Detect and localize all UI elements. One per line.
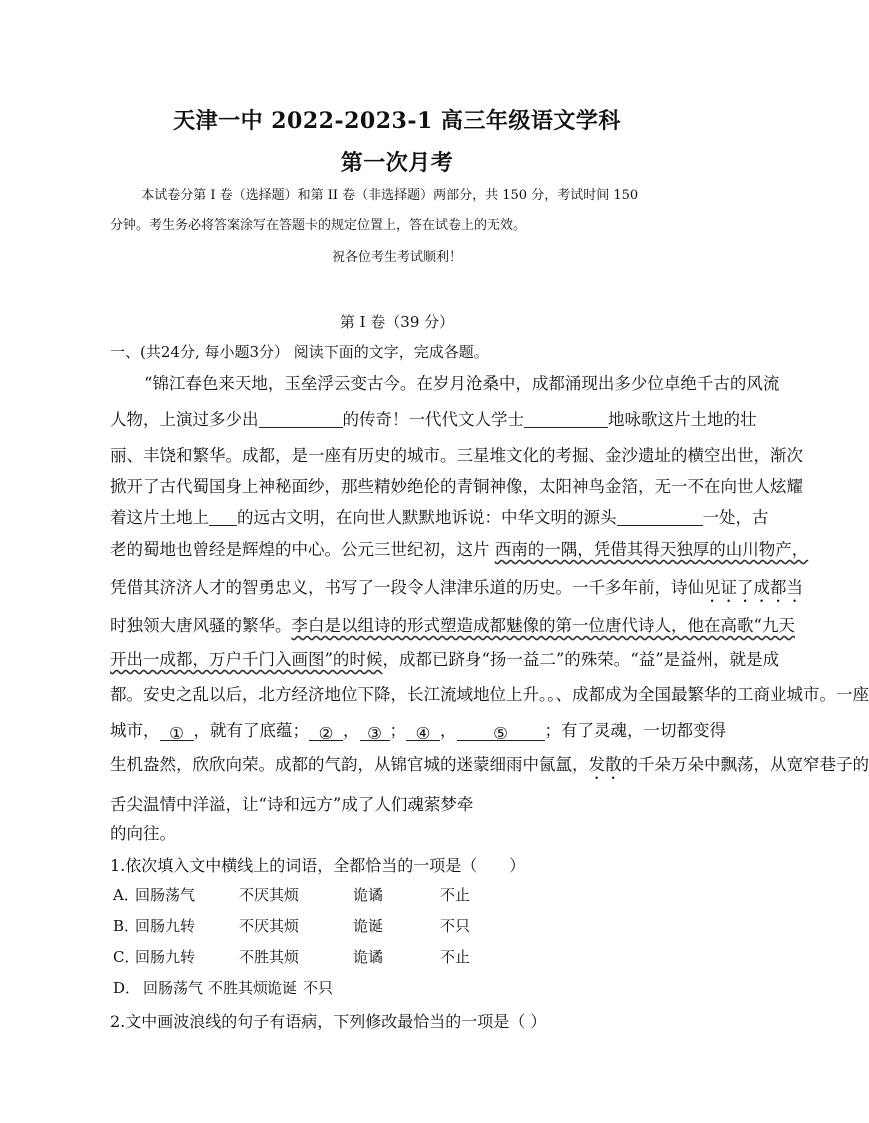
passage-text: 凭借其济济人才的智勇忠义，书写了一段令人津津乐道的历史。一千多年前，诗仙 [110, 578, 704, 597]
blank-sentence-4: ④ [406, 724, 440, 741]
passage-line: 都。安史之乱以后，北方经济地位下降，长江流域地位上升。。、成都成为全国最繁华的工商业城市。一座 [110, 685, 869, 704]
option-word: 不厌其烦 [239, 886, 300, 904]
passage-line: 丽、丰饶和繁华。成都，是一座有历史的城市。三星堆文化的考掘、金沙遗址的横空出世，渐次 [110, 446, 803, 465]
passage-text: 一处，古 [702, 508, 769, 527]
question-1: 1.依次填入文中横线上的词语，全都恰当的一项是（ ） [110, 856, 526, 875]
blank-2 [524, 411, 608, 428]
option-word: 不只 [440, 917, 471, 935]
option-word: 不只 [303, 979, 334, 997]
passage-line: 的向往。 [110, 824, 176, 843]
option-word: 不止 [440, 948, 471, 966]
passage-text: 地咏歌这片土地的壮 [608, 410, 757, 429]
passage-text: ，就有了底蕴； [193, 721, 309, 740]
blank-1 [259, 411, 343, 428]
passage-line [110, 406, 757, 430]
option-word: 不厌其烦 [239, 917, 300, 935]
option-word: 回肠九转 [135, 917, 196, 935]
passage-text: ； [389, 721, 406, 740]
option-word: 回肠九转 [135, 948, 196, 966]
passage-text: 时独领大唐风骚的繁华。 [110, 616, 292, 635]
option-word: 诡谲 [353, 948, 384, 966]
blank-sentence-1: ① [160, 724, 194, 741]
option-word: 回肠荡气 [135, 886, 196, 904]
option-word: 诡谲 [353, 886, 384, 904]
passage-text: 老的蜀地也曾经是辉煌的中心。公元三世纪初，这片 [110, 540, 490, 559]
good-luck-line: 祝各位考生考试顺利！ [331, 250, 462, 265]
option-letter: A． [113, 886, 139, 904]
blank-sentence-2: ② [309, 724, 343, 741]
exam-instructions [110, 181, 685, 241]
passage-text: ；有了灵魂，一切都变得 [544, 721, 726, 740]
option-letter: D． [113, 979, 141, 997]
passage-line [110, 717, 726, 741]
option-word: 不胜其烦 [208, 979, 269, 997]
passage-line: 舌尖温情中洋溢，让“诗和远方”成了人们魂萦梦牵 [110, 795, 474, 814]
passage-text: 发散 [588, 755, 622, 774]
passage-text: 的传奇！一代代文人学士 [342, 410, 524, 429]
passage-text: ， [440, 721, 457, 740]
instruction-line-1: 本试卷分第 I 卷（选择题）和第 II 卷（非选择题）两部分，共 150 分，考试时间 150 [141, 188, 639, 203]
passage-line: “锦江春色来天地，玉垒浮云变古今。在岁月沧桑中，成都涌现出多少位卓绝千古的风流 [144, 374, 780, 393]
passage-line [110, 646, 779, 670]
exam-title: 天津一中 2022-2023-1 高三年级语文学科 [173, 108, 621, 134]
passage-text: 人物，上演过多少出 [110, 410, 259, 429]
passage-line [110, 751, 869, 783]
passage-line [110, 536, 808, 560]
passage-line [110, 504, 769, 528]
part-heading: 一、(共24分, 每小题3分） 阅读下面的文字，完成各题。 [110, 343, 489, 361]
passage-text: ， [343, 721, 360, 740]
passage-text: ，成都已跻身“扬一益二”的殊荣。“益”是益州，就是成 [382, 650, 780, 669]
wavy-sentence: 西南的一隅，凭借其得天独厚的山川物产， [494, 540, 809, 559]
passage-line [110, 612, 795, 636]
blank-sentence-3: ③ [360, 724, 390, 741]
wavy-sentence: 李白是以组诗的形式塑造成都魅像的第一位唐代诗人，他在高歌“九天 [291, 616, 795, 635]
option-word: 诡诞 [267, 979, 298, 997]
option-word: 回肠荡气 [143, 979, 204, 997]
option-word: 不止 [440, 886, 471, 904]
passage-line [110, 574, 803, 606]
passage-text: 的远古文明，在向世人默默地诉说：中华文明的源头 [237, 508, 617, 527]
passage-text: 生机盎然，欣欣向荣。成都的气韵，从锦官城的迷蒙细雨中氤氲， [110, 755, 589, 774]
option-word: 诡诞 [353, 917, 384, 935]
section-title: 第 I 卷（39 分） [339, 313, 455, 331]
option-word: 不胜其烦 [239, 948, 300, 966]
option-letter: C． [113, 948, 140, 966]
exam-subtitle: 第一次月考 [340, 150, 454, 176]
passage-text: 城市， [110, 721, 160, 740]
question-2: 2.文中画波浪线的句子有语病，下列修改最恰当的一项是（ ） [110, 1012, 547, 1031]
wavy-sentence: 开出一成都，万户千门入画图”的时候 [110, 650, 383, 669]
passage-text: 着这片土地上 [110, 508, 209, 527]
blank-sentence-5: ⑤ [457, 724, 545, 741]
instruction-line-2: 分钟。考生务必将答案涂写在答题卡的规定位置上，答在试卷上的无效。 [110, 218, 527, 233]
blank-4 [617, 509, 703, 526]
option-letter: B． [113, 917, 140, 935]
passage-line: 掀开了古代蜀国身上神秘面纱，那些精妙绝伦的青铜神像，太阳神鸟金箔，无一不在向世人炫耀 [110, 477, 803, 496]
passage-text: 的千朵万朵中飘荡，从宽窄巷子的 [621, 755, 869, 774]
passage-text: 见证了成都当 [704, 578, 803, 597]
blank-3 [209, 509, 237, 526]
